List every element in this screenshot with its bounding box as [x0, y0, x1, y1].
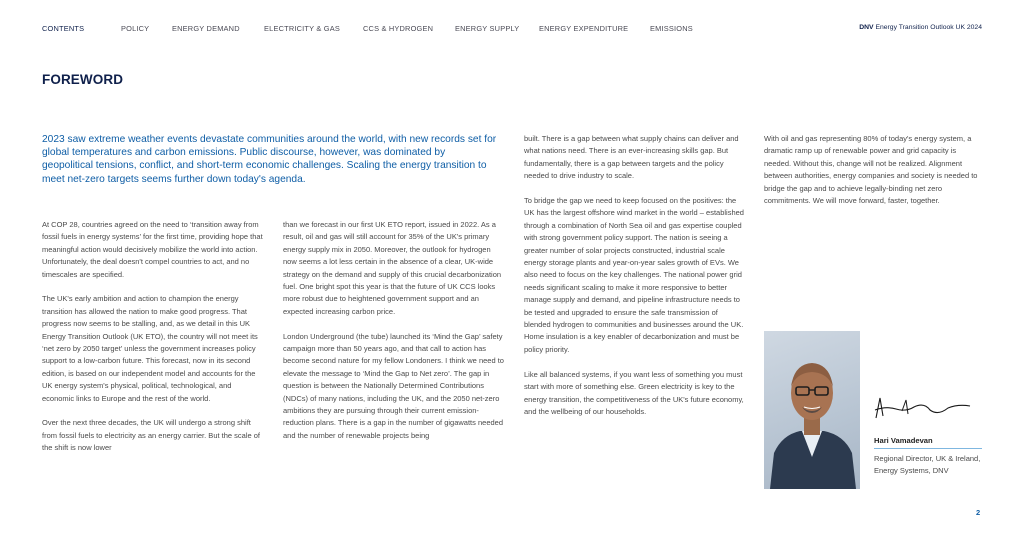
- paragraph: With oil and gas representing 80% of today's energy system, a dramatic ramp up of renewable power and grid capacity is needed. Without this, change will not be realized. Alignment between authorities, energy companies and society is needed to bridge the gap and to achieve legally-binding net zero commitments. We will move forward, faster, together.: [764, 134, 978, 206]
- paragraph: The UK's early ambition and action to champion the energy transition has allowed the nation to make good progress. That progress now seems to be stalling, and, as we detail in this UK Energy Transition Outlook (UK ETO), the country will not meet its ‘net zero by 2050 target’ unless the government increases policy support to a low-carbon future. This forecast, now in its second edition, is based on our independent model and accounts for the UK energy system's physical, political, technological, and economic links to Europe and the rest of the world.: [42, 294, 258, 403]
- signatory-name: Hari Vamadevan: [874, 436, 933, 445]
- nav-policy[interactable]: POLICY: [121, 24, 150, 33]
- signatory-role: Regional Director, UK & Ireland, Energy Systems, DNV: [874, 454, 981, 475]
- nav-ccs-hydrogen[interactable]: CCS & HYDROGEN: [363, 24, 434, 33]
- text-column-3: [524, 133, 746, 431]
- paragraph: Like all balanced systems, if you want less of something you must start with more of something else. Green electricity is key to the energy transition, the competitiveness of the UK's future economy, and the wellbeing of our households.: [524, 369, 744, 416]
- paragraph: than we forecast in our first UK ETO report, issued in 2022. As a result, oil and gas will still account for 35% of the UK's primary energy supply mix in 2050. Moreover, the outlook for hydrogen now seems a lot less certain in the absence of a clear, UK-wide strategy on the demand and supply of this crucial decarbonization fuel. One bright spot this year is that the future of UK CCS looks more robust due to heightened government support and an expected increasing carbon price.: [283, 220, 502, 316]
- nav-energy-expenditure[interactable]: ENERGY EXPENDITURE: [539, 24, 629, 33]
- paragraph: At COP 28, countries agreed on the need to ‘transition away from fossil fuels in energy systems’ for the first time, providing hope that meaningful action would decisively mobilize the world into action. Unfortunately, the deal doesn't compel countries to act, and no timescales are specified.: [42, 220, 263, 279]
- author-portrait: [764, 331, 860, 489]
- page-title: FOREWORD: [42, 72, 124, 87]
- text-column-2: [283, 219, 505, 455]
- nav-electricity-gas[interactable]: ELECTRICITY & GAS: [264, 24, 340, 33]
- report-brand: [859, 24, 982, 31]
- dnv-logo: DNV: [859, 24, 874, 31]
- paragraph: built. There is a gap between what supply chains can deliver and what nations need. There is an ever-increasing skills gap. But fundamentally, there is a gap between targets and the policy needed to drive industry to scale.: [524, 134, 739, 181]
- text-column-1: [42, 219, 264, 467]
- paragraph: To bridge the gap we need to keep focused on the positives: the UK has the largest offshore wind market in the world – established through a combination of North Sea oil and gas expertise coupled with strong government policy support. The nation is seeing a greater number of solar projects constructed, industrial scale energy storage plants and year-on-year sales growth of EVs. We also need to focus on the key challenges. The national power grid needs significant scaling to make it more responsive to better manage supply and demand, and pipeline infrastructure needs to be tested and upgraded to ensure the safe transmission of blended hydrogen to communities and businesses around the UK. Home insulation is a key enabler of decarbonization and must be policy priority.: [524, 196, 744, 354]
- report-title: Energy Transition Outlook UK 2024: [875, 24, 982, 31]
- paragraph: Over the next three decades, the UK will undergo a strong shift from fossil fuels to electricity as an energy carrier. But the scale of the shift is now lower: [42, 418, 261, 453]
- nav-energy-demand[interactable]: ENERGY DEMAND: [172, 24, 240, 33]
- top-navigation: [0, 24, 1024, 36]
- text-column-4: [764, 133, 984, 220]
- page-number: 2: [976, 508, 981, 517]
- signatory-divider: [874, 448, 982, 449]
- nav-contents[interactable]: CONTENTS: [42, 24, 85, 33]
- lead-paragraph: 2023 saw extreme weather events devastate communities around the world, with new records set for global temperatures and carbon emissions. Public discourse, however, was dominated by geopolitical tensions, conflict, and short-term economic challenges. Scaling the energy transition to meet net-zero targets seems further down today's agenda.: [42, 134, 497, 185]
- portrait-illustration: [764, 331, 860, 489]
- nav-emissions[interactable]: EMISSIONS: [650, 24, 693, 33]
- nav-energy-supply[interactable]: ENERGY SUPPLY: [455, 24, 520, 33]
- handwritten-signature: [872, 392, 972, 426]
- paragraph: London Underground (the tube) launched its ‘Mind the Gap’ safety campaign more than 50 years ago, and that call to action has become second nature for my fellow Londoners. I think we need to elevate the message to ‘Mind the Gap to Net zero’. The gap in question is between the Nationally Determined Contributions (NDCs) of many nations, including the UK, and the 2050 net-zero ambitions they are pursuing through their current emission-reduction plans. There is a gap in the number of gigawatts needed and the number of renewable projects being: [283, 331, 504, 440]
